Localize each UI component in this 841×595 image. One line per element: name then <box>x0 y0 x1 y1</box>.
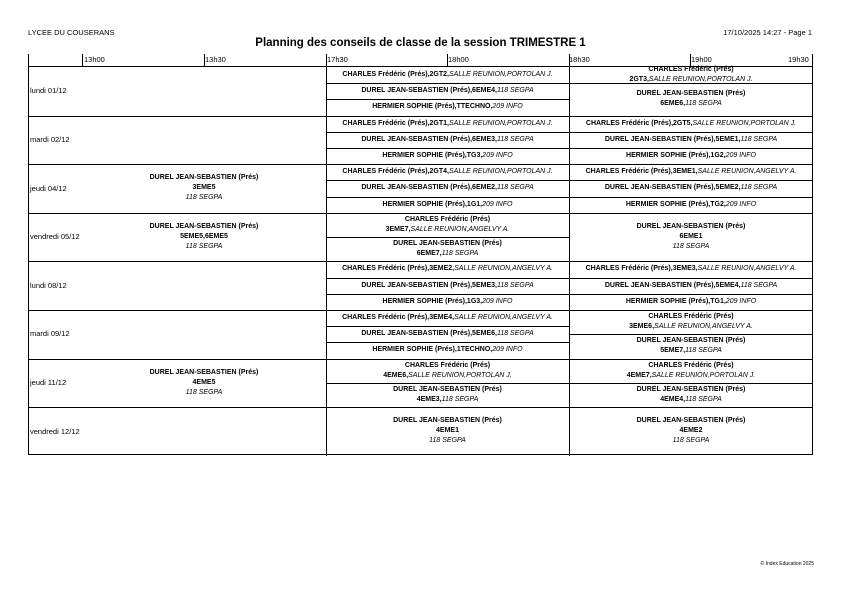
meeting-room: 118 SEGPA <box>429 437 466 445</box>
meeting-line <box>417 395 479 405</box>
meeting-room: 118 SEGPA <box>740 184 778 192</box>
day-label: lundi 08/12 <box>30 280 67 290</box>
day-label: vendredi 05/12 <box>30 232 80 242</box>
meeting-line <box>382 151 512 161</box>
meeting-class: DUREL JEAN-SEBASTIEN (Prés),5EME6, <box>361 330 497 338</box>
meeting-line <box>405 215 490 225</box>
meeting-cell <box>326 132 569 148</box>
meeting-line <box>648 312 733 322</box>
meeting-line <box>605 135 777 145</box>
meeting-room: SALLE REUNION,ANGELVY A. <box>697 265 797 273</box>
time-label: 17h30 <box>327 55 348 64</box>
meeting-room: 118 SEGPA <box>441 396 479 404</box>
meeting-class: HERMIER SOPHIE (Prés),1G3, <box>382 297 483 305</box>
grid-left-border <box>28 54 29 455</box>
meeting-line <box>342 119 552 129</box>
meeting-class: DUREL JEAN-SEBASTIEN (Prés) <box>636 90 746 98</box>
meeting-class: 4EME5 <box>192 378 216 386</box>
meeting-line <box>383 200 513 210</box>
meeting-cell <box>569 261 813 277</box>
meeting-class: CHARLES Frédéric (Prés),2GT4, <box>342 168 449 176</box>
day-label: lundi 01/12 <box>30 86 67 96</box>
meeting-line <box>626 297 756 307</box>
meeting-class: CHARLES Frédéric (Prés),3EME2, <box>342 265 455 273</box>
meeting-line <box>150 368 259 378</box>
meeting-cell <box>569 407 813 456</box>
meeting-line <box>361 86 533 96</box>
meeting-line <box>186 388 223 398</box>
meeting-room: SALLE REUNION,ANGELVY A. <box>454 265 553 273</box>
meeting-line <box>673 436 710 446</box>
meeting-line <box>417 249 479 259</box>
meeting-line <box>660 395 722 405</box>
time-label: 19h00 <box>691 55 712 64</box>
meeting-class: CHARLES Frédéric (Prés) <box>648 313 734 321</box>
meeting-cell <box>326 383 569 407</box>
meeting-line <box>626 151 756 161</box>
meeting-line <box>660 99 722 109</box>
meeting-line <box>586 167 797 177</box>
meeting-class: DUREL JEAN-SEBASTIEN (Prés) <box>636 337 746 345</box>
time-tick <box>82 54 83 66</box>
meeting-line <box>361 183 533 193</box>
meeting-class: 4EME1 <box>436 427 459 435</box>
meeting-room: 118 SEGPA <box>685 100 722 108</box>
meeting-class: 3EME5 <box>192 184 216 192</box>
meeting-cell <box>569 213 813 262</box>
meeting-class: 3EME6, <box>629 323 655 331</box>
meeting-class: HERMIER SOPHIE (Prés),TG2, <box>625 200 726 208</box>
meeting-line <box>386 225 510 235</box>
page-title: Planning des conseils de classe de la session TRIMESTRE 1 <box>255 37 586 49</box>
meeting-line <box>627 371 756 381</box>
meeting-line <box>637 416 746 426</box>
meeting-class: DUREL JEAN-SEBASTIEN (Prés) <box>636 417 746 425</box>
meeting-room: 118 SEGPA <box>685 396 722 404</box>
school-name: LYCEE DU COUSERANS <box>28 28 115 37</box>
meeting-line <box>648 65 733 75</box>
meeting-class: CHARLES Frédéric (Prés),2GT5, <box>585 119 693 127</box>
meeting-line <box>342 70 552 80</box>
day-label: mardi 09/12 <box>30 329 70 339</box>
meeting-room: SALLE REUNION,ANGELVY A. <box>697 168 797 176</box>
meeting-line <box>605 281 777 291</box>
meeting-room: SALLE REUNION,PORTOLAN J. <box>648 76 753 84</box>
meeting-class: 2GT3, <box>629 76 649 84</box>
meeting-room: SALLE REUNION,PORTOLAN J. <box>408 371 512 379</box>
meeting-room: 118 SEGPA <box>740 135 778 143</box>
meeting-class: DUREL JEAN-SEBASTIEN (Prés) <box>149 174 259 182</box>
meeting-class: CHARLES Frédéric (Prés) <box>648 66 734 74</box>
time-label: 18h00 <box>448 55 469 64</box>
meeting-class: DUREL JEAN-SEBASTIEN (Prés),6EME4, <box>361 87 497 95</box>
meeting-class: DUREL JEAN-SEBASTIEN (Prés),5EME3, <box>361 281 497 289</box>
meeting-cell <box>82 359 326 408</box>
meeting-class: CHARLES Frédéric (Prés),3EME1, <box>585 168 698 176</box>
meeting-room: 209 INFO <box>492 103 523 111</box>
meeting-room: 118 SEGPA <box>185 243 223 251</box>
meeting-class: DUREL JEAN-SEBASTIEN (Prés),5EME1, <box>604 135 741 143</box>
meeting-class: CHARLES Frédéric (Prés) <box>404 215 491 223</box>
meeting-line <box>383 297 513 307</box>
meeting-room: 118 SEGPA <box>672 437 710 445</box>
meeting-room: 118 SEGPA <box>685 347 722 355</box>
meeting-class: CHARLES Frédéric (Prés),2GT1, <box>342 119 449 127</box>
meeting-class: HERMIER SOPHIE (Prés),TTECHNO, <box>372 103 493 111</box>
meeting-class: 6EME7, <box>416 250 442 258</box>
meeting-line <box>342 264 553 274</box>
meeting-room: 118 SEGPA <box>185 194 223 202</box>
meeting-class: HERMIER SOPHIE (Prés),TG1, <box>625 297 726 305</box>
meeting-line <box>180 232 228 242</box>
meeting-line <box>186 193 223 203</box>
meeting-room: SALLE REUNION,PORTOLAN J. <box>448 168 553 176</box>
meeting-class: DUREL JEAN-SEBASTIEN (Prés) <box>636 223 746 231</box>
meeting-cell <box>326 237 569 261</box>
meeting-line <box>637 336 746 346</box>
meeting-room: SALLE REUNION,PORTOLAN J. <box>651 371 756 379</box>
meeting-line <box>629 322 753 332</box>
meeting-cell <box>326 164 569 180</box>
meeting-class: DUREL JEAN-SEBASTIEN (Prés) <box>393 240 502 248</box>
meeting-room: 209 INFO <box>482 200 513 208</box>
meeting-line <box>361 281 533 291</box>
meeting-class: 4EME3, <box>416 396 442 404</box>
meeting-class: DUREL JEAN-SEBASTIEN (Prés),5EME2, <box>604 184 741 192</box>
meeting-line <box>586 119 796 129</box>
schedule-grid <box>28 54 813 455</box>
meeting-cell <box>569 164 813 180</box>
meeting-cell <box>326 213 569 237</box>
meeting-cell <box>326 359 569 383</box>
day-label: mardi 02/12 <box>30 134 70 144</box>
meeting-line <box>383 371 512 381</box>
meeting-class: 4EME6, <box>383 371 409 379</box>
day-label: vendredi 12/12 <box>30 426 80 436</box>
meeting-room: 209 INFO <box>725 152 756 160</box>
meeting-line <box>648 361 733 371</box>
meeting-cell <box>569 334 813 358</box>
meeting-line <box>150 222 259 232</box>
meeting-class: 5EME5,6EME5 <box>180 233 228 241</box>
meeting-cell <box>569 83 813 115</box>
meeting-cell <box>569 67 813 83</box>
meeting-line <box>393 416 502 426</box>
meeting-cell <box>326 342 569 358</box>
meeting-cell <box>569 278 813 294</box>
meeting-cell <box>326 278 569 294</box>
meeting-line <box>342 313 553 323</box>
meeting-class: CHARLES Frédéric (Prés),2GT2, <box>342 71 449 79</box>
meeting-class: CHARLES Frédéric (Prés),3EME3, <box>585 265 698 273</box>
meeting-room: SALLE REUNION,ANGELVY A. <box>454 314 553 322</box>
meeting-class: DUREL JEAN-SEBASTIEN (Prés),6EME2, <box>361 184 497 192</box>
meeting-cell <box>569 383 813 407</box>
meeting-class: 6EME6, <box>660 100 686 108</box>
meeting-room: SALLE REUNION,ANGELVY A. <box>410 225 510 233</box>
meeting-cell <box>326 326 569 342</box>
meeting-room: 209 INFO <box>725 297 757 305</box>
meeting-class: HERMIER SOPHIE (Prés),1G2, <box>626 152 726 160</box>
meeting-cell <box>326 407 569 456</box>
meeting-line <box>680 426 703 436</box>
meeting-room: 118 SEGPA <box>672 243 710 251</box>
meeting-class: HERMIER SOPHIE (Prés),1G1, <box>382 200 483 208</box>
meeting-cell <box>326 83 569 99</box>
meeting-class: 4EME7, <box>626 371 652 379</box>
meeting-line <box>393 239 502 249</box>
meeting-room: SALLE REUNION,ANGELVY A. <box>654 323 753 331</box>
meeting-line <box>637 89 746 99</box>
meeting-cell <box>569 148 813 164</box>
meeting-room: 118 SEGPA <box>496 184 534 192</box>
meeting-cell <box>569 132 813 148</box>
meeting-cell <box>326 180 569 196</box>
meeting-line <box>361 329 533 339</box>
meeting-cell <box>569 116 813 132</box>
meeting-line <box>673 242 710 252</box>
meeting-line <box>626 200 756 210</box>
meeting-line <box>436 426 459 436</box>
meeting-line <box>637 222 746 232</box>
meeting-cell <box>569 180 813 196</box>
meeting-class: DUREL JEAN-SEBASTIEN (Prés) <box>149 368 259 376</box>
meeting-room: 209 INFO <box>482 152 513 160</box>
meeting-line <box>605 183 777 193</box>
meeting-cell <box>569 310 813 334</box>
meeting-line <box>429 436 466 446</box>
meeting-class: 6EME1 <box>679 233 703 241</box>
meeting-cell <box>326 67 569 83</box>
meeting-room: SALLE REUNION,PORTOLAN J. <box>448 71 553 79</box>
time-label: 13h30 <box>205 55 226 64</box>
meeting-line <box>372 345 522 355</box>
meeting-line <box>193 378 216 388</box>
meeting-room: 209 INFO <box>492 346 523 354</box>
meeting-line <box>660 346 722 356</box>
meeting-room: SALLE REUNION,PORTOLAN J. <box>692 119 797 127</box>
meeting-cell <box>569 294 813 310</box>
meeting-room: 118 SEGPA <box>496 135 534 143</box>
meeting-class: 5EME7, <box>660 347 686 355</box>
meeting-class: HERMIER SOPHIE (Prés),1TECHNO, <box>372 346 493 354</box>
meeting-cell <box>326 116 569 132</box>
time-label: 13h00 <box>84 55 105 64</box>
meeting-class: 4EME4, <box>660 396 686 404</box>
meeting-class: CHARLES Frédéric (Prés) <box>404 361 491 369</box>
meeting-class: CHARLES Frédéric (Prés) <box>648 361 734 369</box>
meeting-room: 118 SEGPA <box>185 388 223 396</box>
meeting-class: 3EME7, <box>385 225 411 233</box>
time-label: 19h30 <box>788 55 809 64</box>
meeting-line <box>680 232 703 242</box>
meeting-line <box>393 385 502 395</box>
meeting-class: DUREL JEAN-SEBASTIEN (Prés) <box>393 386 502 394</box>
meeting-line <box>372 102 523 112</box>
meeting-class: DUREL JEAN-SEBASTIEN (Prés),5EME4, <box>604 281 741 289</box>
meeting-line <box>186 242 223 252</box>
meeting-room: SALLE REUNION,PORTOLAN J. <box>448 119 553 127</box>
meeting-cell <box>326 148 569 164</box>
time-label: 18h30 <box>569 55 590 64</box>
meeting-cell <box>326 99 569 115</box>
meeting-line <box>637 385 746 395</box>
meeting-cell <box>569 359 813 383</box>
meeting-room: 209 INFO <box>725 200 757 208</box>
meeting-cell <box>82 164 326 213</box>
day-label: jeudi 04/12 <box>30 183 67 193</box>
meeting-line <box>150 173 259 183</box>
meeting-line <box>361 135 533 145</box>
meeting-cell <box>326 197 569 213</box>
meeting-class: HERMIER SOPHIE (Prés),TG3, <box>382 152 483 160</box>
meeting-cell <box>326 261 569 277</box>
meeting-class: DUREL JEAN-SEBASTIEN (Prés) <box>636 386 746 394</box>
meeting-class: DUREL JEAN-SEBASTIEN (Prés),6EME3, <box>361 135 497 143</box>
meeting-line <box>342 167 552 177</box>
print-timestamp: 17/10/2025 14:27 - Page 1 <box>723 28 812 37</box>
meeting-cell <box>82 213 326 262</box>
footer-copyright: © Index Education 2025 <box>760 561 814 567</box>
meeting-room: 118 SEGPA <box>441 250 479 258</box>
meeting-room: 118 SEGPA <box>496 87 534 95</box>
meeting-cell <box>326 294 569 310</box>
meeting-line <box>193 183 216 193</box>
meeting-cell <box>569 197 813 213</box>
day-label: jeudi 11/12 <box>30 377 67 387</box>
meeting-class: DUREL JEAN-SEBASTIEN (Prés) <box>393 417 502 425</box>
meeting-class: CHARLES Frédéric (Prés),3EME4, <box>342 314 455 322</box>
meeting-class: DUREL JEAN-SEBASTIEN (Prés) <box>149 223 259 231</box>
meeting-room: 118 SEGPA <box>496 330 534 338</box>
meeting-room: 118 SEGPA <box>740 281 778 289</box>
meeting-cell <box>326 310 569 326</box>
meeting-line <box>405 361 490 371</box>
meeting-room: 118 SEGPA <box>496 281 534 289</box>
meeting-class: 4EME2 <box>679 427 703 435</box>
meeting-room: 209 INFO <box>482 297 513 305</box>
meeting-line <box>586 264 797 274</box>
